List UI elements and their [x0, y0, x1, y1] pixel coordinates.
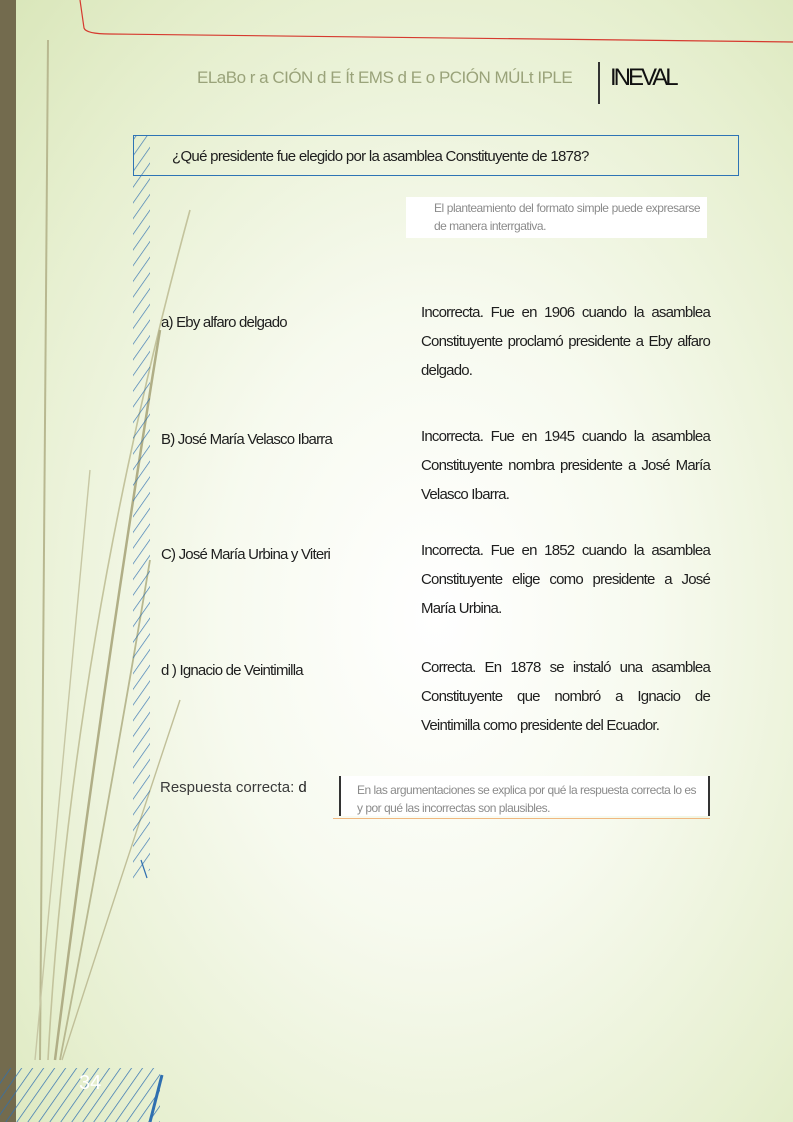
option-a-label: a) Eby alfaro delgado [161, 314, 287, 331]
option-d-label: d ) Ignacio de Veintimilla [161, 662, 303, 679]
header-curve [80, 0, 793, 42]
option-c-label: C) José María Urbina y Viteri [161, 546, 331, 563]
grass-stroke [62, 700, 180, 1060]
header-title: ELaBo r a CIÓN d E Ít EMS d E o PCIÓN MÚLt IPLE [197, 68, 573, 87]
page-number: 34 [79, 1072, 102, 1094]
question-note: El planteamiento del formato simple puede expresarse de manera interrgativa. [434, 201, 700, 233]
header-divider [598, 62, 600, 104]
grass-stroke [40, 40, 48, 1060]
argument-note: En las argumentaciones se explica por qué la respuesta correcta lo es y por qué las incorrectas son plausibles. [357, 783, 697, 815]
correct-answer-value: d [298, 779, 307, 796]
correct-answer-line [160, 779, 307, 796]
option-a-explanation: Incorrecta. Fue en 1906 cuando la asamblea Constituyente proclamó presidente a Eby alfaro delgado. [421, 304, 710, 379]
option-c-explanation: Incorrecta. Fue en 1852 cuando la asamblea Constituyente elige como presidente a José María Urbina. [421, 542, 710, 617]
option-b-label: B) José María Velasco Ibarra [161, 431, 333, 448]
correct-answer-label: Respuesta correcta: [160, 779, 295, 796]
grass-stroke [48, 210, 190, 1060]
question-text: ¿Qué presidente fue elegido por la asamblea Constituyente de 1878? [172, 148, 589, 165]
hatched-stripe [133, 135, 150, 880]
option-b-explanation: Incorrecta. Fue en 1945 cuando la asamblea Constituyente nombra presidente a José María Velasco Ibarra. [421, 428, 710, 503]
header-brand-logo: INEVAL [610, 64, 676, 91]
option-d-explanation: Correcta. En 1878 se instaló una asamblea Constituyente que nombró a Ignacio de Veintimilla como presidente del Ecuador. [421, 659, 710, 734]
argument-underline [333, 818, 710, 819]
